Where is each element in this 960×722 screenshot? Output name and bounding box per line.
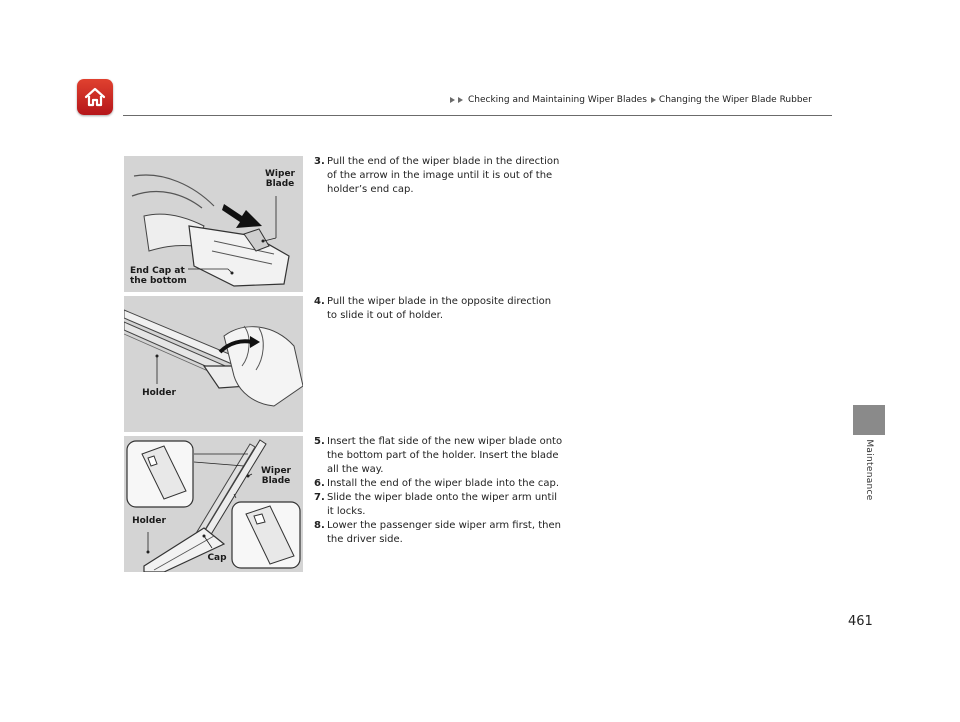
- step-item: [314, 155, 564, 197]
- direction-arrow-icon: [222, 204, 262, 228]
- steps-group-3: [314, 435, 564, 547]
- step-text: Install the end of the wiper blade into the cap.: [327, 478, 560, 489]
- steps-group-1: [314, 155, 564, 197]
- callout-holder: Holder: [142, 388, 176, 398]
- step-text: Slide the wiper blade onto the wiper arm until it locks.: [327, 492, 557, 517]
- step-text: Pull the end of the wiper blade in the direction of the arrow in the image until it is out of the holder’s end cap.: [327, 156, 560, 195]
- step-text: Insert the flat side of the new wiper blade onto the bottom part of the holder. Insert the blade all the way.: [327, 436, 563, 475]
- step-number: 5.: [314, 436, 325, 447]
- step-number: 4.: [314, 296, 325, 307]
- step-number: 7.: [314, 492, 325, 503]
- breadcrumb-item-wiper-blades[interactable]: Checking and Maintaining Wiper Blades: [468, 95, 647, 105]
- callout-wiper-blade: Wiper Blade: [265, 169, 295, 189]
- callout-end-cap: End Cap at the bottom: [130, 266, 187, 286]
- step-item: [314, 519, 564, 547]
- callout-holder: Holder: [132, 516, 166, 526]
- breadcrumb-arrow-icon: [458, 97, 463, 103]
- step-item: [314, 477, 564, 491]
- figure-step-4: [124, 296, 303, 432]
- step-number: 8.: [314, 520, 325, 531]
- step-number: 3.: [314, 156, 325, 167]
- home-icon: [83, 85, 107, 109]
- home-button[interactable]: [77, 79, 113, 115]
- step-number: 6.: [314, 478, 325, 489]
- step-item: [314, 491, 564, 519]
- figure-step-5-8: [124, 436, 303, 572]
- step-text: Pull the wiper blade in the opposite direction to slide it out of holder.: [327, 296, 552, 321]
- step-item: [314, 295, 564, 323]
- callout-wiper-blade: Wiper Blade: [261, 466, 291, 486]
- breadcrumb: [450, 95, 812, 105]
- section-label: Maintenance: [864, 439, 874, 501]
- page-number: 461: [848, 614, 873, 629]
- breadcrumb-arrow-icon: [450, 97, 455, 103]
- header-rule: [123, 115, 832, 116]
- callout-cap: Cap: [207, 553, 227, 563]
- breadcrumb-arrow-icon: [651, 97, 656, 103]
- steps-group-2: [314, 295, 564, 323]
- step-text: Lower the passenger side wiper arm first, then the driver side.: [327, 520, 561, 545]
- figure-step-3: [124, 156, 303, 292]
- wiper-install-illustration: [124, 436, 303, 572]
- step-item: [314, 435, 564, 477]
- wiper-holder-illustration: [124, 296, 303, 432]
- breadcrumb-item-changing-rubber: Changing the Wiper Blade Rubber: [658, 95, 812, 105]
- section-tab[interactable]: [853, 405, 885, 435]
